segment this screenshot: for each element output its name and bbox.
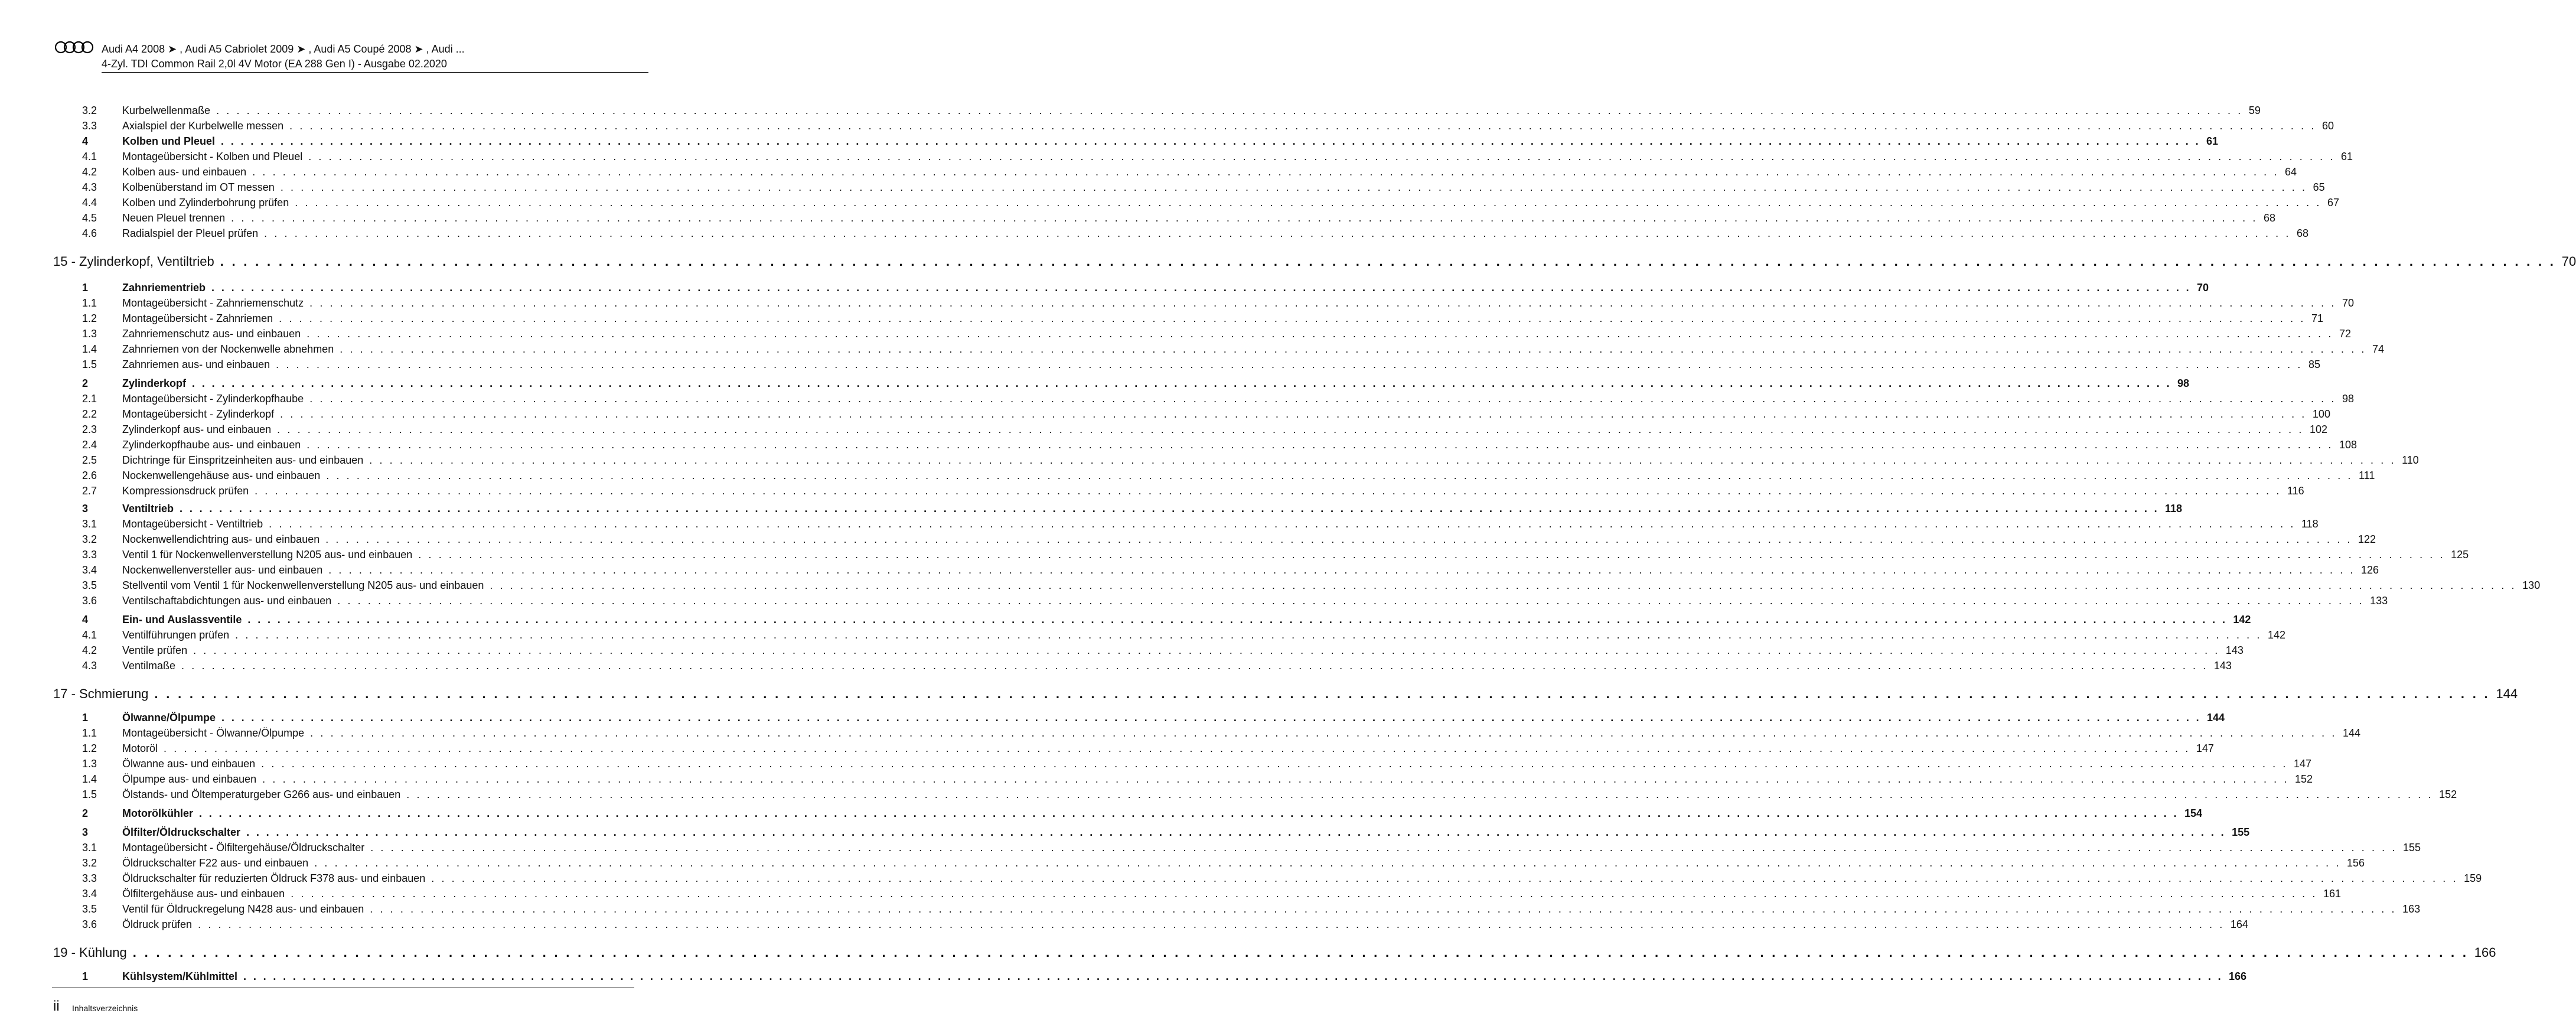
toc-subsection[interactable] xyxy=(82,855,2365,871)
toc-dot-leader: . . . . . . . . . . . . . . . . . . . . . . . . . . . . . . . . . . . . . . . . . . . . . . . . . . . . . . . . . . . . . . . . . . . . . . . . . . . . . . . . . . . . . . . . . . . . . . . . . . . . . . . . . . . . . . . . . . . . . . . . . . . . . . . . . . . . . . . . . . . . . . . . . . . . . . . . . . . . . . . . . . . . . . . . . . . . . . . . . . . . . . . . . . . . . . . . . . . . . . . . xyxy=(295,197,2321,208)
header-title: Audi A4 2008 ➤ , Audi A5 Cabriolet 2009 ➤ , Audi A5 Coupé 2008 ➤ , Audi ... xyxy=(102,43,465,55)
toc-entry-page: 144 xyxy=(2207,712,2225,724)
toc-subsection[interactable] xyxy=(82,771,2313,787)
toc-dot-leader: . . . . . . . . . . . . . . . . . . . . . . . . . . . . . . . . . . . . . . . . . . . . . . . . . . . . . . . . . . . . . . . . . . . . . . . . . . . . . . . . . . . . . . . . . . . . . . . . . . . . . . . . . . . . . . . . . . . . . . . . . . . . . . . . . . . . . . . . . . . . . . . . . . . . . . . . . . . . . . . . . . . . . . . . . . . . . . . . . . . . . . . . . . . . . . . . . . . . . . . . xyxy=(247,614,2228,625)
toc-dot-leader: . . . . . . . . . . . . . . . . . . . . . . . . . . . . . . . . . . . . . . . . . . . . . . . . . . . . . . . . . . . . . . . . . . . . . . . . . . . . . . . . . . . . . . . . . . . . . . . . . . . . . . . . . . . . . . . . . . . . . . . . . . . . . . . . . . . . . . . . . . . . . . . . . . . . . . . . . . . . . . . . . . . . . . . . . . . . . . . . . . . . . . . . . . . . . . . . . . . . . . . . xyxy=(154,686,2490,701)
toc-entry-page: 155 xyxy=(2403,842,2421,853)
toc-entry-number: 4.2 xyxy=(82,166,97,178)
toc-subsection[interactable] xyxy=(82,532,2376,547)
toc-dot-leader: . . . . . . . . . . . . . . . . . . . . . . . . . . . . . . . . . . . . . . . . . . . . . . . . . . . . . . . . . . . . . . . . . . . . . . . . . . . . . . . . . . . . . . . . . . . . . . . . . . . . . . . . . . . . . . . . . . . . . . . . . . . . . . . . . . . . . . . . . . . . . . . . . . . . . . . . . . . . . . . . . . . . . . . . . . . . . . . . . . . . . . . . . . . . . . . . . . . . . . . . xyxy=(255,485,2281,497)
toc-entry-number: 1.4 xyxy=(82,343,97,355)
toc-subsection[interactable] xyxy=(82,180,2325,195)
toc-entry-title: Öldruckschalter F22 aus- und einbauen xyxy=(122,857,309,869)
toc-dot-leader: . . . . . . . . . . . . . . . . . . . . . . . . . . . . . . . . . . . . . . . . . . . . . . . . . . . . . . . . . . . . . . . . . . . . . . . . . . . . . . . . . . . . . . . . . . . . . . . . . . . . . . . . . . . . . . . . . . . . . . . . . . . . . . . . . . . . . . . . . . . . . . . . . . . . . . . . . . . . . . . . . . . . . . . . . . . . . . . . . . . . . . . . . . . . . . . . . . . . . . . . xyxy=(418,549,2445,561)
toc-subsection[interactable] xyxy=(82,871,2482,886)
toc-dot-leader: . . . . . . . . . . . . . . . . . . . . . . . . . . . . . . . . . . . . . . . . . . . . . . . . . . . . . . . . . . . . . . . . . . . . . . . . . . . . . . . . . . . . . . . . . . . . . . . . . . . . . . . . . . . . . . . . . . . . . . . . . . . . . . . . . . . . . . . . . . . . . . . . . . . . . . . . . . . . . . . . . . . . . . . . . . . . . . . . . . . . . . . . . . . . . . . . . . . . . . . . xyxy=(369,454,2396,466)
toc-dot-leader: . . . . . . . . . . . . . . . . . . . . . . . . . . . . . . . . . . . . . . . . . . . . . . . . . . . . . . . . . . . . . . . . . . . . . . . . . . . . . . . . . . . . . . . . . . . . . . . . . . . . . . . . . . . . . . . . . . . . . . . . . . . . . . . . . . . . . . . . . . . . . . . . . . . . . . . . . . . . . . . . . . . . . . . . . . . . . . . . . . . . . . . . . . . . . . . . . . . . . . . . xyxy=(220,254,2556,269)
toc-entry-page: 118 xyxy=(2165,503,2183,514)
toc-entry-number: 2.3 xyxy=(82,423,97,435)
toc-subsection[interactable] xyxy=(82,627,2285,643)
toc-dot-leader: . . . . . . . . . . . . . . . . . . . . . . . . . . . . . . . . . . . . . . . . . . . . . . . . . . . . . . . . . . . . . . . . . . . . . . . . . . . . . . . . . . . . . . . . . . . . . . . . . . . . . . . . . . . . . . . . . . . . . . . . . . . . . . . . . . . . . . . . . . . . . . . . . . . . . . . . . . . . . . . . . . . . . . . . . . . . . . . . . . . . . . . . . . . . . . . . . . . . . . . . xyxy=(277,423,2304,435)
toc-entry-page: 70 xyxy=(2342,297,2354,309)
toc-entry-page: 108 xyxy=(2339,439,2357,451)
toc-entry-title: Zahnriemen aus- und einbauen xyxy=(122,359,270,370)
toc-dot-leader: . . . . . . . . . . . . . . . . . . . . . . . . . . . . . . . . . . . . . . . . . . . . . . . . . . . . . . . . . . . . . . . . . . . . . . . . . . . . . . . . . . . . . . . . . . . . . . . . . . . . . . . . . . . . . . . . . . . . . . . . . . . . . . . . . . . . . . . . . . . . . . . . . . . . . . . . . . . . . . . . . . . . . . . . . . . . . . . . . . . . . . . . . . . . . . . . . . . . . . . . xyxy=(310,727,2337,739)
toc-entry-title: Ventile prüfen xyxy=(122,644,188,656)
toc-entry-title: Montageübersicht - Kolben und Pleuel xyxy=(122,151,303,162)
toc-entry-page: 61 xyxy=(2341,151,2353,162)
toc-section[interactable] xyxy=(82,376,2190,391)
toc-entry-number: 3.3 xyxy=(82,120,97,132)
toc-entry-title: Ölwanne aus- und einbauen xyxy=(122,758,256,770)
toc-entry-number: 4.1 xyxy=(82,629,97,641)
toc-dot-leader: . . . . . . . . . . . . . . . . . . . . . . . . . . . . . . . . . . . . . . . . . . . . . . . . . . . . . . . . . . . . . . . . . . . . . . . . . . . . . . . . . . . . . . . . . . . . . . . . . . . . . . . . . . . . . . . . . . . . . . . . . . . . . . . . . . . . . . . . . . . . . . . . . . . . . . . . . . . . . . . . . . . . . . . . . . . . . . . . . . . . . . . . . . . . . . . . . . . . . . . . xyxy=(193,644,2220,656)
toc-dot-leader: . . . . . . . . . . . . . . . . . . . . . . . . . . . . . . . . . . . . . . . . . . . . . . . . . . . . . . . . . . . . . . . . . . . . . . . . . . . . . . . . . . . . . . . . . . . . . . . . . . . . . . . . . . . . . . . . . . . . . . . . . . . . . . . . . . . . . . . . . . . . . . . . . . . . . . . . . . . . . . . . . . . . . . . . . . . . . . . . . . . . . . . . . . . . . . . . . . . . . . . . xyxy=(181,660,2208,672)
toc-subsection[interactable] xyxy=(82,643,2244,658)
toc-entry-number: 1 xyxy=(82,282,89,294)
toc-entry-number: 2.4 xyxy=(82,439,97,451)
toc-subsection[interactable] xyxy=(82,886,2342,901)
toc-entry-page: 133 xyxy=(2370,595,2388,607)
toc-entry-page: 70 xyxy=(2197,282,2209,294)
toc-entry-number: 4.1 xyxy=(82,151,97,162)
toc-entry-number: 3.3 xyxy=(82,549,97,561)
toc-entry-page: 152 xyxy=(2439,789,2457,800)
toc-dot-leader: . . . . . . . . . . . . . . . . . . . . . . . . . . . . . . . . . . . . . . . . . . . . . . . . . . . . . . . . . . . . . . . . . . . . . . . . . . . . . . . . . . . . . . . . . . . . . . . . . . . . . . . . . . . . . . . . . . . . . . . . . . . . . . . . . . . . . . . . . . . . . . . . . . . . . . . . . . . . . . . . . . . . . . . . . . . . . . . . . . . . . . . . . . . . . . . . . . . . . . . . xyxy=(221,712,2202,724)
toc-dot-leader: . . . . . . . . . . . . . . . . . . . . . . . . . . . . . . . . . . . . . . . . . . . . . . . . . . . . . . . . . . . . . . . . . . . . . . . . . . . . . . . . . . . . . . . . . . . . . . . . . . . . . . . . . . . . . . . . . . . . . . . . . . . . . . . . . . . . . . . . . . . . . . . . . . . . . . . . . . . . . . . . . . . . . . . . . . . . . . . . . . . . . . . . . . . . . . . . . . . . . . . . xyxy=(326,470,2353,481)
toc-entry-title: Ölstands- und Öltemperaturgeber G266 aus- und einbauen xyxy=(122,789,401,800)
toc-subsection[interactable] xyxy=(82,787,2457,802)
toc-section[interactable] xyxy=(82,825,2250,840)
toc-entry-title: Dichtringe für Einspritzeinheiten aus- und einbauen xyxy=(122,454,364,466)
toc-entry-title: Nockenwellengehäuse aus- und einbauen xyxy=(122,470,321,481)
toc-entry-page: 159 xyxy=(2464,872,2482,884)
toc-subsection[interactable] xyxy=(82,311,2323,326)
toc-entry-title: Zylinderkopf aus- und einbauen xyxy=(122,423,272,435)
toc-entry-number: 3.3 xyxy=(82,872,97,884)
toc-entry-number: 3.2 xyxy=(82,533,97,545)
toc-section[interactable] xyxy=(82,280,2209,295)
toc-subsection[interactable] xyxy=(82,422,2328,437)
toc-entry-number: 2.7 xyxy=(82,485,97,497)
toc-entry-number: 3.4 xyxy=(82,888,97,900)
toc-entry-number: 3.6 xyxy=(82,595,97,607)
header-subtitle: 4-Zyl. TDI Common Rail 2,0l 4V Motor (EA 288 Gen I) - Ausgabe 02.2020 xyxy=(102,58,447,70)
toc-entry-page: 166 xyxy=(2229,970,2247,982)
toc-entry-page: 65 xyxy=(2313,181,2325,193)
toc-entry-page: 147 xyxy=(2196,742,2214,754)
toc-subsection[interactable] xyxy=(82,406,2330,422)
toc-entry-page: 85 xyxy=(2308,359,2320,370)
toc-entry-number: 2.5 xyxy=(82,454,97,466)
toc-entry-page: 68 xyxy=(2296,227,2308,239)
toc-entry-title: Zylinderkopf xyxy=(122,377,187,389)
toc-entry-page: 102 xyxy=(2309,423,2328,435)
toc-dot-leader: . . . . . . . . . . . . . . . . . . . . . . . . . . . . . . . . . . . . . . . . . . . . . . . . . . . . . . . . . . . . . . . . . . . . . . . . . . . . . . . . . . . . . . . . . . . . . . . . . . . . . . . . . . . . . . . . . . . . . . . . . . . . . . . . . . . . . . . . . . . . . . . . . . . . . . . . . . . . . . . . . . . . . . . . . . . . . . . . . . . . . . . . . . . . . . . . . . . . . . . . xyxy=(235,629,2262,641)
footer-section-label: Inhaltsverzeichnis xyxy=(72,1004,138,1013)
toc-dot-leader: . . . . . . . . . . . . . . . . . . . . . . . . . . . . . . . . . . . . . . . . . . . . . . . . . . . . . . . . . . . . . . . . . . . . . . . . . . . . . . . . . . . . . . . . . . . . . . . . . . . . . . . . . . . . . . . . . . . . . . . . . . . . . . . . . . . . . . . . . . . . . . . . . . . . . . . . . . . . . . . . . . . . . . . . . . . . . . . . . . . . . . . . . . . . . . . . . . . . . . . . xyxy=(261,758,2288,770)
toc-entry-page: 161 xyxy=(2323,888,2342,900)
toc-subsection[interactable] xyxy=(82,149,2353,164)
toc-entry-title: Ölwanne/Ölpumpe xyxy=(122,712,216,724)
toc-entry-number: 2.2 xyxy=(82,408,97,420)
toc-entry-title: Ventil für Öldruckregelung N428 aus- und einbauen xyxy=(122,903,364,915)
toc-entry-number: 1 xyxy=(82,712,89,724)
toc-subsection[interactable] xyxy=(82,210,2275,226)
toc-entry-number: 4.4 xyxy=(82,197,97,208)
toc-entry-title: Montageübersicht - Zahnriemen xyxy=(122,312,273,324)
toc-entry-number: 1.2 xyxy=(82,742,97,754)
toc-entry-page: 67 xyxy=(2327,197,2340,208)
toc-entry-number: 3.5 xyxy=(82,903,97,915)
toc-entry-page: 164 xyxy=(2230,918,2248,930)
toc-entry-number: 1.1 xyxy=(82,727,97,739)
toc-dot-leader: . . . . . . . . . . . . . . . . . . . . . . . . . . . . . . . . . . . . . . . . . . . . . . . . . . . . . . . . . . . . . . . . . . . . . . . . . . . . . . . . . . . . . . . . . . . . . . . . . . . . . . . . . . . . . . . . . . . . . . . . . . . . . . . . . . . . . . . . . . . . . . . . . . . . . . . . . . . . . . . . . . . . . . . . . . . . . . . . . . . . . . . . . . . . . . . . . . . . . . . . xyxy=(314,857,2341,869)
toc-entry-title: Kolben und Zylinderbohrung prüfen xyxy=(122,197,289,208)
toc-entry-title: Nockenwellenversteller aus- und einbauen xyxy=(122,564,323,576)
toc-entry-number: 1.1 xyxy=(82,297,97,309)
page-footer xyxy=(52,988,648,1023)
toc-entry-title: 15 - Zylinderkopf, Ventiltrieb xyxy=(53,254,214,269)
toc-entry-title: Montageübersicht - Zylinderkopfhaube xyxy=(122,393,304,405)
toc-dot-leader: . . . . . . . . . . . . . . . . . . . . . . . . . . . . . . . . . . . . . . . . . . . . . . . . . . . . . . . . . . . . . . . . . . . . . . . . . . . . . . . . . . . . . . . . . . . . . . . . . . . . . . . . . . . . . . . . . . . . . . . . . . . . . . . . . . . . . . . . . . . . . . . . . . . . . . . . . . . . . . . . . . . . . . . . . . . . . . . . . . . . . . . . . . . . . . . . . . . . . . . . xyxy=(279,312,2306,324)
footer-page-number: ii xyxy=(53,998,60,1014)
toc-subsection[interactable] xyxy=(82,118,2334,133)
toc-dot-leader: . . . . . . . . . . . . . . . . . . . . . . . . . . . . . . . . . . . . . . . . . . . . . . . . . . . . . . . . . . . . . . . . . . . . . . . . . . . . . . . . . . . . . . . . . . . . . . . . . . . . . . . . . . . . . . . . . . . . . . . . . . . . . . . . . . . . . . . . . . . . . . . . . . . . . . . . . . . . . . . . . . . . . . . . . . . . . . . . . . . . . . . . . . . . . . . . . . . . . . . . xyxy=(198,918,2225,930)
toc-entry-number: 1 xyxy=(82,970,89,982)
toc-entry-page: 143 xyxy=(2213,660,2232,672)
toc-entry-page: 142 xyxy=(2233,614,2251,625)
toc-dot-leader: . . . . . . . . . . . . . . . . . . . . . . . . . . . . . . . . . . . . . . . . . . . . . . . . . . . . . . . . . . . . . . . . . . . . . . . . . . . . . . . . . . . . . . . . . . . . . . . . . . . . . . . . . . . . . . . . . . . . . . . . . . . . . . . . . . . . . . . . . . . . . . . . . . . . . . . . . . . . . . . . . . . . . . . . . . . . . . . . . . . . . . . . . . . . . . . . . . . . . . . . xyxy=(132,945,2469,960)
toc-subsection[interactable] xyxy=(82,756,2312,771)
toc-entry-title: Ein- und Auslassventile xyxy=(122,614,242,625)
toc-subsection[interactable] xyxy=(82,901,2421,917)
toc-dot-leader: . . . . . . . . . . . . . . . . . . . . . . . . . . . . . . . . . . . . . . . . . . . . . . . . . . . . . . . . . . . . . . . . . . . . . . . . . . . . . . . . . . . . . . . . . . . . . . . . . . . . . . . . . . . . . . . . . . . . . . . . . . . . . . . . . . . . . . . . . . . . . . . . . . . . . . . . . . . . . . . . . . . . . . . . . . . . . . . . . . . . . . . . . . . . . . . . . . . . . . . . xyxy=(306,328,2333,340)
toc-section[interactable] xyxy=(82,710,2225,725)
toc-entry-number: 1.3 xyxy=(82,758,97,770)
toc-subsection[interactable] xyxy=(82,452,2419,468)
toc-dot-leader: . . . . . . . . . . . . . . . . . . . . . . . . . . . . . . . . . . . . . . . . . . . . . . . . . . . . . . . . . . . . . . . . . . . . . . . . . . . . . . . . . . . . . . . . . . . . . . . . . . . . . . . . . . . . . . . . . . . . . . . . . . . . . . . . . . . . . . . . . . . . . . . . . . . . . . . . . . . . . . . . . . . . . . . . . . . . . . . . . . . . . . . . . . . . . . . . . . . . . . . . xyxy=(246,826,2226,838)
toc-dot-leader: . . . . . . . . . . . . . . . . . . . . . . . . . . . . . . . . . . . . . . . . . . . . . . . . . . . . . . . . . . . . . . . . . . . . . . . . . . . . . . . . . . . . . . . . . . . . . . . . . . . . . . . . . . . . . . . . . . . . . . . . . . . . . . . . . . . . . . . . . . . . . . . . . . . . . . . . . . . . . . . . . . . . . . . . . . . . . . . . . . . . . . . . . . . . . . . . . . . . . . . . xyxy=(370,903,2397,915)
toc-entry-number: 3.5 xyxy=(82,579,97,591)
toc-subsection[interactable] xyxy=(82,437,2357,452)
toc-entry-page: 143 xyxy=(2225,644,2244,656)
toc-entry-page: 64 xyxy=(2284,166,2297,178)
toc-dot-leader: . . . . . . . . . . . . . . . . . . . . . . . . . . . . . . . . . . . . . . . . . . . . . . . . . . . . . . . . . . . . . . . . . . . . . . . . . . . . . . . . . . . . . . . . . . . . . . . . . . . . . . . . . . . . . . . . . . . . . . . . . . . . . . . . . . . . . . . . . . . . . . . . . . . . . . . . . . . . . . . . . . . . . . . . . . . . . . . . . . . . . . . . . . . . . . . . . . . . . . . . xyxy=(231,212,2258,224)
toc-entry-page: 118 xyxy=(2301,518,2319,530)
toc-dot-leader: . . . . . . . . . . . . . . . . . . . . . . . . . . . . . . . . . . . . . . . . . . . . . . . . . . . . . . . . . . . . . . . . . . . . . . . . . . . . . . . . . . . . . . . . . . . . . . . . . . . . . . . . . . . . . . . . . . . . . . . . . . . . . . . . . . . . . . . . . . . . . . . . . . . . . . . . . . . . . . . . . . . . . . . . . . . . . . . . . . . . . . . . . . . . . . . . . . . . . . . . xyxy=(325,533,2353,545)
toc-entry-title: Zahnriemenschutz aus- und einbauen xyxy=(122,328,301,340)
toc-entry-page: 72 xyxy=(2339,328,2352,340)
toc-dot-leader: . . . . . . . . . . . . . . . . . . . . . . . . . . . . . . . . . . . . . . . . . . . . . . . . . . . . . . . . . . . . . . . . . . . . . . . . . . . . . . . . . . . . . . . . . . . . . . . . . . . . . . . . . . . . . . . . . . . . . . . . . . . . . . . . . . . . . . . . . . . . . . . . . . . . . . . . . . . . . . . . . . . . . . . . . . . . . . . . . . . . . . . . . . . . . . . . . . . . . . . . xyxy=(309,297,2336,309)
toc-entry-number: 3.6 xyxy=(82,918,97,930)
toc-section[interactable] xyxy=(82,133,2219,149)
toc-dot-leader: . . . . . . . . . . . . . . . . . . . . . . . . . . . . . . . . . . . . . . . . . . . . . . . . . . . . . . . . . . . . . . . . . . . . . . . . . . . . . . . . . . . . . . . . . . . . . . . . . . . . . . . . . . . . . . . . . . . . . . . . . . . . . . . . . . . . . . . . . . . . . . . . . . . . . . . . . . . . . . . . . . . . . . . . . . . . . . . . . . . . . . . . . . . . . . . . . . . . . . . . xyxy=(262,773,2289,785)
toc-section[interactable] xyxy=(82,501,2183,516)
toc-entry-page: 163 xyxy=(2402,903,2421,915)
toc-entry-page: 68 xyxy=(2263,212,2275,224)
toc-entry-number: 2.6 xyxy=(82,470,97,481)
toc-dot-leader: . . . . . . . . . . . . . . . . . . . . . . . . . . . . . . . . . . . . . . . . . . . . . . . . . . . . . . . . . . . . . . . . . . . . . . . . . . . . . . . . . . . . . . . . . . . . . . . . . . . . . . . . . . . . . . . . . . . . . . . . . . . . . . . . . . . . . . . . . . . . . . . . . . . . . . . . . . . . . . . . . . . . . . . . . . . . . . . . . . . . . . . . . . . . . . . . . . . . . . . . xyxy=(252,166,2279,178)
toc-subsection[interactable] xyxy=(82,468,2375,483)
toc-section[interactable] xyxy=(82,969,2247,984)
toc-entry-number: 4.6 xyxy=(82,227,97,239)
toc-entry-title: Öldruckschalter für reduzierten Öldruck F378 aus- und einbauen xyxy=(122,872,426,884)
toc-entry-title: Neuen Pleuel trennen xyxy=(122,212,226,224)
toc-entry-page: 98 xyxy=(2177,377,2190,389)
toc-entry-title: Kompressionsdruck prüfen xyxy=(122,485,249,497)
toc-entry-page: 125 xyxy=(2451,549,2469,561)
toc-subsection[interactable] xyxy=(82,516,2319,532)
toc-subsection[interactable] xyxy=(82,562,2379,578)
toc-entry-title: Kolbenüberstand im OT messen xyxy=(122,181,275,193)
toc-entry-page: 59 xyxy=(2248,105,2261,116)
toc-entry-title: Ölfiltergehäuse aus- und einbauen xyxy=(122,888,285,900)
toc-entry-page: 122 xyxy=(2358,533,2376,545)
toc-subsection[interactable] xyxy=(82,840,2421,855)
toc-dot-leader: . . . . . . . . . . . . . . . . . . . . . . . . . . . . . . . . . . . . . . . . . . . . . . . . . . . . . . . . . . . . . . . . . . . . . . . . . . . . . . . . . . . . . . . . . . . . . . . . . . . . . . . . . . . . . . . . . . . . . . . . . . . . . . . . . . . . . . . . . . . . . . . . . . . . . . . . . . . . . . . . . . . . . . . . . . . . . . . . . . . . . . . . . . . . . . . . . . . . . . . . xyxy=(337,595,2365,607)
toc-entry-number: 4.2 xyxy=(82,644,97,656)
toc-subsection[interactable] xyxy=(82,725,2361,741)
toc-entry-number: 2 xyxy=(82,807,89,819)
toc-entry-page: 156 xyxy=(2346,857,2365,869)
toc-dot-leader: . . . . . . . . . . . . . . . . . . . . . . . . . . . . . . . . . . . . . . . . . . . . . . . . . . . . . . . . . . . . . . . . . . . . . . . . . . . . . . . . . . . . . . . . . . . . . . . . . . . . . . . . . . . . . . . . . . . . . . . . . . . . . . . . . . . . . . . . . . . . . . . . . . . . . . . . . . . . . . . . . . . . . . . . . . . . . . . . . . . . . . . . . . . . . . . . . . . . . . . . xyxy=(264,227,2291,239)
toc-subsection[interactable] xyxy=(82,357,2320,372)
toc-entry-title: Montageübersicht - Zahnriemenschutz xyxy=(122,297,304,309)
toc-entry-number: 4 xyxy=(82,135,89,147)
toc-chapter[interactable] xyxy=(53,253,2576,271)
toc-entry-number: 4 xyxy=(82,614,89,625)
toc-entry-page: 155 xyxy=(2232,826,2250,838)
toc-entry-number: 1.3 xyxy=(82,328,97,340)
toc-entry-page: 116 xyxy=(2287,485,2304,497)
toc-subsection[interactable] xyxy=(82,917,2248,932)
toc-entry-page: 60 xyxy=(2321,120,2334,132)
toc-entry-number: 3.1 xyxy=(82,518,97,530)
toc-entry-title: Zylinderkopfhaube aus- und einbauen xyxy=(122,439,301,451)
toc-subsection[interactable] xyxy=(82,391,2355,406)
toc-dot-leader: . . . . . . . . . . . . . . . . . . . . . . . . . . . . . . . . . . . . . . . . . . . . . . . . . . . . . . . . . . . . . . . . . . . . . . . . . . . . . . . . . . . . . . . . . . . . . . . . . . . . . . . . . . . . . . . . . . . . . . . . . . . . . . . . . . . . . . . . . . . . . . . . . . . . . . . . . . . . . . . . . . . . . . . . . . . . . . . . . . . . . . . . . . . . . . . . . . . . . . . . xyxy=(490,579,2517,591)
toc-dot-leader: . . . . . . . . . . . . . . . . . . . . . . . . . . . . . . . . . . . . . . . . . . . . . . . . . . . . . . . . . . . . . . . . . . . . . . . . . . . . . . . . . . . . . . . . . . . . . . . . . . . . . . . . . . . . . . . . . . . . . . . . . . . . . . . . . . . . . . . . . . . . . . . . . . . . . . . . . . . . . . . . . . . . . . . . . . . . . . . . . . . . . . . . . . . . . . . . . . . . . . . . xyxy=(340,343,2367,355)
toc-entry-title: Kolben und Pleuel xyxy=(122,135,216,147)
toc-dot-leader: . . . . . . . . . . . . . . . . . . . . . . . . . . . . . . . . . . . . . . . . . . . . . . . . . . . . . . . . . . . . . . . . . . . . . . . . . . . . . . . . . . . . . . . . . . . . . . . . . . . . . . . . . . . . . . . . . . . . . . . . . . . . . . . . . . . . . . . . . . . . . . . . . . . . . . . . . . . . . . . . . . . . . . . . . . . . . . . . . . . . . . . . . . . . . . . . . . . . . . . . xyxy=(216,105,2243,116)
toc-entry-title: Ventilführungen prüfen xyxy=(122,629,230,641)
toc-dot-leader: . . . . . . . . . . . . . . . . . . . . . . . . . . . . . . . . . . . . . . . . . . . . . . . . . . . . . . . . . . . . . . . . . . . . . . . . . . . . . . . . . . . . . . . . . . . . . . . . . . . . . . . . . . . . . . . . . . . . . . . . . . . . . . . . . . . . . . . . . . . . . . . . . . . . . . . . . . . . . . . . . . . . . . . . . . . . . . . . . . . . . . . . . . . . . . . . . . . . . . . . xyxy=(280,408,2307,420)
toc-chapter[interactable] xyxy=(53,944,2496,962)
toc-entry-page: 142 xyxy=(2267,629,2285,641)
toc-entry-number: 2.1 xyxy=(82,393,97,405)
toc-entry-number: 3.4 xyxy=(82,564,97,576)
toc-entry-title: Ventilmaße xyxy=(122,660,176,672)
toc-entry-title: Öldruck prüfen xyxy=(122,918,193,930)
toc-entry-title: Motorölkühler xyxy=(122,807,193,819)
toc-entry-page: 126 xyxy=(2361,564,2379,576)
toc-entry-page: 147 xyxy=(2293,758,2312,770)
toc-subsection[interactable] xyxy=(82,483,2304,499)
toc-chapter[interactable] xyxy=(53,685,2518,703)
toc-entry-title: Montageübersicht - Ventiltrieb xyxy=(122,518,263,530)
toc-entry-title: Ölpumpe aus- und einbauen xyxy=(122,773,257,785)
toc-entry-title: Axialspiel der Kurbelwelle messen xyxy=(122,120,284,132)
toc-subsection[interactable] xyxy=(82,326,2352,341)
toc-dot-leader: . . . . . . . . . . . . . . . . . . . . . . . . . . . . . . . . . . . . . . . . . . . . . . . . . . . . . . . . . . . . . . . . . . . . . . . . . . . . . . . . . . . . . . . . . . . . . . . . . . . . . . . . . . . . . . . . . . . . . . . . . . . . . . . . . . . . . . . . . . . . . . . . . . . . . . . . . . . . . . . . . . . . . . . . . . . . . . . . . . . . . . . . . . . . . . . . . . . . . . . . xyxy=(269,518,2295,530)
toc-dot-leader: . . . . . . . . . . . . . . . . . . . . . . . . . . . . . . . . . . . . . . . . . . . . . . . . . . . . . . . . . . . . . . . . . . . . . . . . . . . . . . . . . . . . . . . . . . . . . . . . . . . . . . . . . . . . . . . . . . . . . . . . . . . . . . . . . . . . . . . . . . . . . . . . . . . . . . . . . . . . . . . . . . . . . . . . . . . . . . . . . . . . . . . . . . . . . . . . . . . . . . . . xyxy=(192,377,2172,389)
toc-dot-leader: . . . . . . . . . . . . . . . . . . . . . . . . . . . . . . . . . . . . . . . . . . . . . . . . . . . . . . . . . . . . . . . . . . . . . . . . . . . . . . . . . . . . . . . . . . . . . . . . . . . . . . . . . . . . . . . . . . . . . . . . . . . . . . . . . . . . . . . . . . . . . . . . . . . . . . . . . . . . . . . . . . . . . . . . . . . . . . . . . . . . . . . . . . . . . . . . . . . . . . . . xyxy=(164,742,2190,754)
toc-entry-page: 98 xyxy=(2342,393,2355,405)
toc-entry-title: Stellventil vom Ventil 1 für Nockenwellenverstellung N205 aus- und einbauen xyxy=(122,579,484,591)
toc-subsection[interactable] xyxy=(82,658,2232,673)
toc-subsection[interactable] xyxy=(82,547,2469,562)
toc-entry-title: Zahnriemen von der Nockenwelle abnehmen xyxy=(122,343,334,355)
toc-entry-title: Radialspiel der Pleuel prüfen xyxy=(122,227,259,239)
toc-entry-title: Montageübersicht - Zylinderkopf xyxy=(122,408,275,420)
toc-entry-title: Ventilschaftabdichtungen aus- und einbauen xyxy=(122,595,332,607)
toc-subsection[interactable] xyxy=(82,164,2297,180)
toc-subsection[interactable] xyxy=(82,295,2354,311)
toc-entry-title: Montageübersicht - Ölwanne/Ölpumpe xyxy=(122,727,305,739)
toc-entry-page: 100 xyxy=(2312,408,2330,420)
toc-dot-leader: . . . . . . . . . . . . . . . . . . . . . . . . . . . . . . . . . . . . . . . . . . . . . . . . . . . . . . . . . . . . . . . . . . . . . . . . . . . . . . . . . . . . . . . . . . . . . . . . . . . . . . . . . . . . . . . . . . . . . . . . . . . . . . . . . . . . . . . . . . . . . . . . . . . . . . . . . . . . . . . . . . . . . . . . . . . . . . . . . . . . . . . . . . . . . . . . . . . . . . . . xyxy=(431,872,2458,884)
toc-entry-title: Kurbelwellenmaße xyxy=(122,105,211,116)
toc-entry-title: 19 - Kühlung xyxy=(53,945,127,960)
toc-dot-leader: . . . . . . . . . . . . . . . . . . . . . . . . . . . . . . . . . . . . . . . . . . . . . . . . . . . . . . . . . . . . . . . . . . . . . . . . . . . . . . . . . . . . . . . . . . . . . . . . . . . . . . . . . . . . . . . . . . . . . . . . . . . . . . . . . . . . . . . . . . . . . . . . . . . . . . . . . . . . . . . . . . . . . . . . . . . . . . . . . . . . . . . . . . . . . . . . . . . . . . . . xyxy=(370,842,2397,853)
toc-entry-page: 166 xyxy=(2474,945,2496,960)
toc-entry-number: 1.5 xyxy=(82,359,97,370)
toc-entry-number: 4.3 xyxy=(82,660,97,672)
toc-entry-number: 4.5 xyxy=(82,212,97,224)
toc-entry-number: 2 xyxy=(82,377,89,389)
toc-dot-leader: . . . . . . . . . . . . . . . . . . . . . . . . . . . . . . . . . . . . . . . . . . . . . . . . . . . . . . . . . . . . . . . . . . . . . . . . . . . . . . . . . . . . . . . . . . . . . . . . . . . . . . . . . . . . . . . . . . . . . . . . . . . . . . . . . . . . . . . . . . . . . . . . . . . . . . . . . . . . . . . . . . . . . . . . . . . . . . . . . . . . . . . . . . . . . . . . . . . . . . . . xyxy=(276,359,2303,370)
toc-entry-number: 3 xyxy=(82,826,89,838)
toc-subsection[interactable] xyxy=(82,103,2261,118)
toc-entry-title: Montageübersicht - Ölfiltergehäuse/Öldruckschalter xyxy=(122,842,365,853)
toc-entry-page: 144 xyxy=(2496,686,2518,701)
toc-entry-number: 1.2 xyxy=(82,312,97,324)
toc-subsection[interactable] xyxy=(82,195,2340,210)
toc-entry-page: 111 xyxy=(2359,470,2375,481)
toc-entry-title: Zahnriementrieb xyxy=(122,282,206,294)
toc-dot-leader: . . . . . . . . . . . . . . . . . . . . . . . . . . . . . . . . . . . . . . . . . . . . . . . . . . . . . . . . . . . . . . . . . . . . . . . . . . . . . . . . . . . . . . . . . . . . . . . . . . . . . . . . . . . . . . . . . . . . . . . . . . . . . . . . . . . . . . . . . . . . . . . . . . . . . . . . . . . . . . . . . . . . . . . . . . . . . . . . . . . . . . . . . . . . . . . . . . . . . . . . xyxy=(328,564,2356,576)
toc-dot-leader: . . . . . . . . . . . . . . . . . . . . . . . . . . . . . . . . . . . . . . . . . . . . . . . . . . . . . . . . . . . . . . . . . . . . . . . . . . . . . . . . . . . . . . . . . . . . . . . . . . . . . . . . . . . . . . . . . . . . . . . . . . . . . . . . . . . . . . . . . . . . . . . . . . . . . . . . . . . . . . . . . . . . . . . . . . . . . . . . . . . . . . . . . . . . . . . . . . . . . . . . xyxy=(308,151,2335,162)
toc-entry-page: 110 xyxy=(2402,454,2419,466)
toc-entry-page: 70 xyxy=(2561,254,2576,269)
toc-entry-page: 154 xyxy=(2184,807,2203,819)
toc-entry-number: 3.1 xyxy=(82,842,97,853)
toc-subsection[interactable] xyxy=(82,593,2388,608)
toc-dot-leader: . . . . . . . . . . . . . . . . . . . . . . . . . . . . . . . . . . . . . . . . . . . . . . . . . . . . . . . . . . . . . . . . . . . . . . . . . . . . . . . . . . . . . . . . . . . . . . . . . . . . . . . . . . . . . . . . . . . . . . . . . . . . . . . . . . . . . . . . . . . . . . . . . . . . . . . . . . . . . . . . . . . . . . . . . . . . . . . . . . . . . . . . . . . . . . . . . . . . . . . . xyxy=(180,503,2160,514)
toc-entry-title: Ventil 1 für Nockenwellenverstellung N205 aus- und einbauen xyxy=(122,549,413,561)
toc-entry-number: 3.2 xyxy=(82,857,97,869)
toc-entry-title: Ventiltrieb xyxy=(122,503,174,514)
toc-subsection[interactable] xyxy=(82,578,2541,593)
toc-dot-leader: . . . . . . . . . . . . . . . . . . . . . . . . . . . . . . . . . . . . . . . . . . . . . . . . . . . . . . . . . . . . . . . . . . . . . . . . . . . . . . . . . . . . . . . . . . . . . . . . . . . . . . . . . . . . . . . . . . . . . . . . . . . . . . . . . . . . . . . . . . . . . . . . . . . . . . . . . . . . . . . . . . . . . . . . . . . . . . . . . . . . . . . . . . . . . . . . . . . . . . . . xyxy=(211,282,2192,294)
toc-subsection[interactable] xyxy=(82,341,2385,357)
toc-entry-number: 4.3 xyxy=(82,181,97,193)
toc-dot-leader: . . . . . . . . . . . . . . . . . . . . . . . . . . . . . . . . . . . . . . . . . . . . . . . . . . . . . . . . . . . . . . . . . . . . . . . . . . . . . . . . . . . . . . . . . . . . . . . . . . . . . . . . . . . . . . . . . . . . . . . . . . . . . . . . . . . . . . . . . . . . . . . . . . . . . . . . . . . . . . . . . . . . . . . . . . . . . . . . . . . . . . . . . . . . . . . . . . . . . . . . xyxy=(406,789,2434,800)
toc-entry-title: Nockenwellendichtring aus- und einbauen xyxy=(122,533,320,545)
toc-dot-leader: . . . . . . . . . . . . . . . . . . . . . . . . . . . . . . . . . . . . . . . . . . . . . . . . . . . . . . . . . . . . . . . . . . . . . . . . . . . . . . . . . . . . . . . . . . . . . . . . . . . . . . . . . . . . . . . . . . . . . . . . . . . . . . . . . . . . . . . . . . . . . . . . . . . . . . . . . . . . . . . . . . . . . . . . . . . . . . . . . . . . . . . . . . . . . . . . . . . . . . . . xyxy=(306,439,2334,451)
toc-dot-leader: . . . . . . . . . . . . . . . . . . . . . . . . . . . . . . . . . . . . . . . . . . . . . . . . . . . . . . . . . . . . . . . . . . . . . . . . . . . . . . . . . . . . . . . . . . . . . . . . . . . . . . . . . . . . . . . . . . . . . . . . . . . . . . . . . . . . . . . . . . . . . . . . . . . . . . . . . . . . . . . . . . . . . . . . . . . . . . . . . . . . . . . . . . . . . . . . . . . . . . . . xyxy=(280,181,2307,193)
toc-subsection[interactable] xyxy=(82,226,2308,241)
toc-dot-leader: . . . . . . . . . . . . . . . . . . . . . . . . . . . . . . . . . . . . . . . . . . . . . . . . . . . . . . . . . . . . . . . . . . . . . . . . . . . . . . . . . . . . . . . . . . . . . . . . . . . . . . . . . . . . . . . . . . . . . . . . . . . . . . . . . . . . . . . . . . . . . . . . . . . . . . . . . . . . . . . . . . . . . . . . . . . . . . . . . . . . . . . . . . . . . . . . . . . . . . . . xyxy=(221,135,2201,147)
toc-entry-title: Kühlsystem/Kühlmittel xyxy=(122,970,238,982)
toc-section[interactable] xyxy=(82,612,2251,627)
toc-entry-page: 144 xyxy=(2342,727,2361,739)
toc-entry-title: Motoröl xyxy=(122,742,158,754)
toc-entry-number: 3.2 xyxy=(82,105,97,116)
toc-entry-number: 1.4 xyxy=(82,773,97,785)
toc-entry-title: Ölfilter/Öldruckschalter xyxy=(122,826,241,838)
toc-dot-leader: . . . . . . . . . . . . . . . . . . . . . . . . . . . . . . . . . . . . . . . . . . . . . . . . . . . . . . . . . . . . . . . . . . . . . . . . . . . . . . . . . . . . . . . . . . . . . . . . . . . . . . . . . . . . . . . . . . . . . . . . . . . . . . . . . . . . . . . . . . . . . . . . . . . . . . . . . . . . . . . . . . . . . . . . . . . . . . . . . . . . . . . . . . . . . . . . . . . . . . . . xyxy=(289,120,2316,132)
toc-entry-page: 152 xyxy=(2294,773,2313,785)
toc-entry-page: 130 xyxy=(2522,579,2541,591)
toc-section[interactable] xyxy=(82,806,2203,821)
toc-entry-page: 61 xyxy=(2206,135,2219,147)
toc-entry-page: 71 xyxy=(2311,312,2323,324)
toc-entry-number: 1.5 xyxy=(82,789,97,800)
toc-entry-title: 17 - Schmierung xyxy=(53,686,149,701)
toc-entry-page: 74 xyxy=(2372,343,2385,355)
toc-dot-leader: . . . . . . . . . . . . . . . . . . . . . . . . . . . . . . . . . . . . . . . . . . . . . . . . . . . . . . . . . . . . . . . . . . . . . . . . . . . . . . . . . . . . . . . . . . . . . . . . . . . . . . . . . . . . . . . . . . . . . . . . . . . . . . . . . . . . . . . . . . . . . . . . . . . . . . . . . . . . . . . . . . . . . . . . . . . . . . . . . . . . . . . . . . . . . . . . . . . . . . . . xyxy=(199,807,2179,819)
toc-dot-leader: . . . . . . . . . . . . . . . . . . . . . . . . . . . . . . . . . . . . . . . . . . . . . . . . . . . . . . . . . . . . . . . . . . . . . . . . . . . . . . . . . . . . . . . . . . . . . . . . . . . . . . . . . . . . . . . . . . . . . . . . . . . . . . . . . . . . . . . . . . . . . . . . . . . . . . . . . . . . . . . . . . . . . . . . . . . . . . . . . . . . . . . . . . . . . . . . . . . . . . . . xyxy=(243,970,2223,982)
toc-dot-leader: . . . . . . . . . . . . . . . . . . . . . . . . . . . . . . . . . . . . . . . . . . . . . . . . . . . . . . . . . . . . . . . . . . . . . . . . . . . . . . . . . . . . . . . . . . . . . . . . . . . . . . . . . . . . . . . . . . . . . . . . . . . . . . . . . . . . . . . . . . . . . . . . . . . . . . . . . . . . . . . . . . . . . . . . . . . . . . . . . . . . . . . . . . . . . . . . . . . . . . . . xyxy=(309,393,2336,405)
toc-dot-leader: . . . . . . . . . . . . . . . . . . . . . . . . . . . . . . . . . . . . . . . . . . . . . . . . . . . . . . . . . . . . . . . . . . . . . . . . . . . . . . . . . . . . . . . . . . . . . . . . . . . . . . . . . . . . . . . . . . . . . . . . . . . . . . . . . . . . . . . . . . . . . . . . . . . . . . . . . . . . . . . . . . . . . . . . . . . . . . . . . . . . . . . . . . . . . . . . . . . . . . . . xyxy=(291,888,2317,900)
toc-entry-title: Kolben aus- und einbauen xyxy=(122,166,247,178)
toc-subsection[interactable] xyxy=(82,741,2214,756)
toc-entry-number: 3 xyxy=(82,503,89,514)
